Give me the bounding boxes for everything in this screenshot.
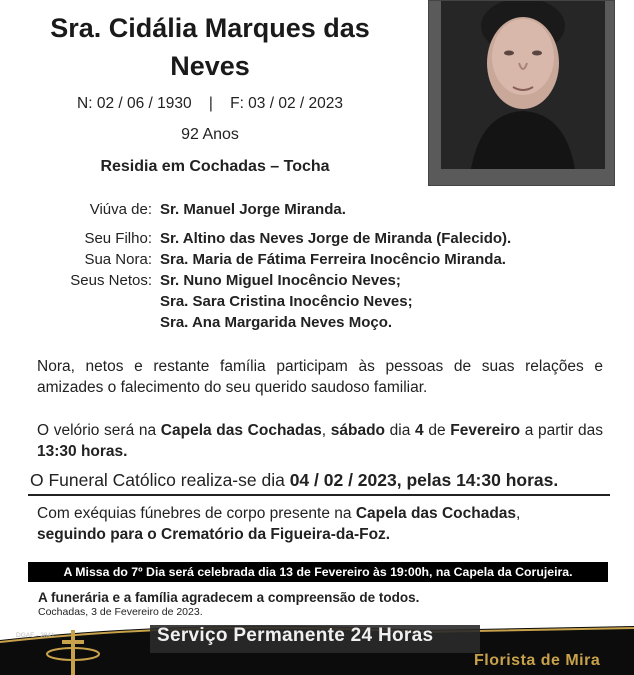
- wake-place: Capela das Cochadas: [160, 422, 322, 439]
- daughter-in-law-value: Sra. Maria de Fátima Ferreira Inocêncio Miranda.: [160, 251, 506, 268]
- deceased-name-line1: Sra. Cidália Marques das: [50, 13, 370, 43]
- participation-text: Nora, netos e restante família participam às pessoas de suas relações e amizades o falecimento do seu querido saudoso familiar.: [37, 358, 603, 396]
- wake-month: Fevereiro: [450, 422, 521, 439]
- birth-death-dates: N: 02 / 06 / 1930 | F: 03 / 02 / 2023: [77, 95, 343, 112]
- wake-text: [37, 420, 603, 462]
- portrait-photo: [441, 1, 605, 169]
- florista-brand: Florista de Mira: [474, 652, 601, 669]
- funeral-text-1: O Funeral Católico realiza-se dia: [30, 470, 290, 490]
- cross-logo-icon: [40, 622, 110, 675]
- exequias-text-1: Com exéquias fúnebres de corpo presente na: [37, 505, 356, 522]
- funeral-text: [30, 470, 558, 491]
- son-label: Seu Filho:: [84, 230, 152, 247]
- wake-text-3: dia: [385, 422, 416, 439]
- grandchild-item: Sra. Sara Cristina Inocêncio Neves;: [160, 293, 413, 310]
- widow-value: Sr. Manuel Jorge Miranda.: [160, 201, 346, 218]
- son-value: Sr. Altino das Neves Jorge de Miranda (Falecido).: [160, 230, 512, 247]
- grandchild-item: Sra. Ana Margarida Neves Moço.: [160, 314, 393, 331]
- daughter-in-law-label: Sua Nora:: [84, 251, 152, 268]
- funeral-underline: [28, 494, 610, 496]
- wake-text-1: O velório será na: [37, 422, 161, 439]
- exequias-crematorium: seguindo para o Crematório da Figueira-da-Foz.: [37, 526, 391, 543]
- exequias-text: [37, 503, 603, 524]
- deceased-name-line2: Neves: [170, 51, 250, 81]
- wake-text-5: a partir das: [520, 422, 603, 439]
- wake-day: sábado: [330, 422, 386, 439]
- wake-daynum: 4: [415, 422, 424, 439]
- missa-banner: A Missa do 7º Dia será celebrada dia 13 de Fevereiro às 19:00h, na Capela da Corujeira.: [28, 562, 608, 582]
- dgae-license: DGAE - 2841: [16, 632, 55, 639]
- widow-label: Viúva de:: [89, 201, 152, 218]
- grandchild-item: Sr. Nuno Miguel Inocêncio Neves;: [160, 272, 401, 289]
- place-date: Cochadas, 3 de Fevereiro de 2023.: [38, 606, 203, 618]
- portrait-frame: [428, 0, 615, 186]
- exequias-text-2: ,: [516, 505, 521, 522]
- wake-text-4: de: [423, 422, 451, 439]
- wake-time: 13:30 horas.: [37, 443, 128, 460]
- wake-text-2: ,: [321, 422, 331, 439]
- exequias-place: Capela das Cochadas: [355, 505, 517, 522]
- service-24h-banner: Serviço Permanente 24 Horas: [157, 625, 434, 646]
- funeral-date-time: 04 / 02 / 2023, pelas 14:30 horas.: [289, 470, 559, 490]
- grandchildren-label: Seus Netos:: [70, 272, 152, 289]
- residence: Residia em Cochadas – Tocha: [100, 158, 330, 175]
- age: 92 Anos: [181, 126, 239, 143]
- thanks-text: A funerária e a família agradecem a compreensão de todos.: [38, 590, 420, 605]
